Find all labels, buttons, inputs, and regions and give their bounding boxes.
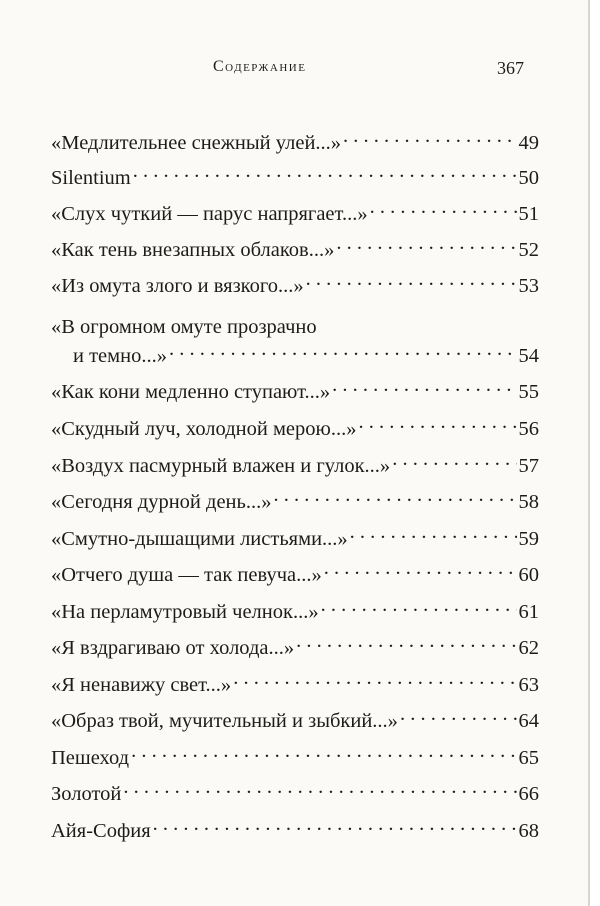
toc-entry [51, 482, 539, 513]
toc-entry [51, 158, 539, 189]
toc-entry-page: 50 [518, 167, 539, 189]
dot-leader [350, 519, 517, 545]
toc-entry [51, 555, 539, 586]
toc-entry-page: 55 [518, 381, 539, 403]
toc-entry-page: 56 [518, 418, 539, 440]
toc-entry-title: «Отчего душа — так певуча...» [51, 564, 322, 586]
toc-entry-title: «Смутно-дышащими листьями...» [51, 528, 348, 550]
toc-entry-title: «Воздух пасмурный влажен и гулок...» [51, 455, 391, 477]
dot-leader [131, 738, 516, 764]
dot-leader [358, 409, 516, 435]
toc-entry-title: «На перламутровый челнок...» [51, 601, 319, 623]
dot-leader [324, 555, 517, 581]
dot-leader [306, 266, 517, 292]
toc-entry [51, 738, 539, 769]
toc-entry-title: «Как кони медленно ступают...» [51, 381, 331, 403]
dot-leader [370, 194, 517, 220]
toc-entry [51, 811, 539, 842]
toc-entry [51, 519, 539, 550]
toc-entry [51, 307, 539, 338]
dot-leader [274, 482, 517, 508]
dot-leader [336, 230, 516, 256]
toc-entry-title: «В огромном омуте прозрачно [51, 316, 317, 338]
toc-entry-page: 52 [518, 239, 539, 261]
toc-entry [51, 665, 539, 696]
toc-entry-page: 64 [518, 710, 539, 732]
toc-entry-page: 62 [518, 637, 539, 659]
toc-entry [51, 774, 539, 805]
toc-entry [51, 194, 539, 225]
toc-entry-page: 54 [518, 345, 539, 367]
running-head: Содержание [213, 58, 307, 75]
dot-leader [133, 158, 517, 184]
dot-leader [400, 701, 517, 727]
page-header [0, 58, 590, 82]
toc-entry [51, 446, 539, 477]
toc-entry-title: «Из омута злого и вязкого...» [51, 275, 304, 297]
toc-entry-page: 59 [518, 528, 539, 550]
toc-entry-page: 68 [518, 820, 539, 842]
toc-entry-title: «Я ненавижу свет...» [51, 674, 232, 696]
toc-entry [51, 628, 539, 659]
toc-entry-page: 53 [518, 275, 539, 297]
toc-entry [51, 230, 539, 261]
dot-leader [169, 336, 517, 362]
toc-entry-title: «Образ твой, мучительный и зыбкий...» [51, 710, 398, 732]
toc-entry-title: Silentium [51, 167, 131, 189]
toc-entry-page: 66 [518, 783, 539, 805]
toc-entry-page: 65 [518, 747, 539, 769]
dot-leader [343, 123, 516, 149]
toc-entry-page: 58 [518, 491, 539, 513]
toc-entry-title: Золотой [51, 783, 122, 805]
toc-entry-page: 63 [518, 674, 539, 696]
toc-entry [51, 336, 539, 367]
toc-entry-title: Пешеход [51, 747, 130, 769]
dot-leader [392, 446, 516, 472]
toc-entry-title: и темно...» [73, 345, 167, 367]
toc-entry-title: «Я вздрагиваю от холода...» [51, 637, 295, 659]
toc-entry-page: 61 [518, 601, 539, 623]
dot-leader [319, 307, 537, 333]
toc-entry [51, 123, 539, 154]
toc-entry [51, 701, 539, 732]
toc-entry-title: «Слух чуткий — парус напрягает...» [51, 203, 368, 225]
toc-entry [51, 592, 539, 623]
dot-leader [153, 811, 517, 837]
toc-entry-page: 51 [518, 203, 539, 225]
toc-entry-title: «Сегодня дурной день...» [51, 491, 272, 513]
dot-leader [123, 774, 516, 800]
dot-leader [332, 372, 516, 398]
toc-entry-title: «Скудный луч, холодной мерою...» [51, 418, 357, 440]
toc-entry [51, 409, 539, 440]
toc-entry-page: 49 [518, 132, 539, 154]
toc-entry-title: «Медлительнее снежный улей...» [51, 132, 342, 154]
toc-entry [51, 266, 539, 297]
dot-leader [233, 665, 516, 691]
page-number: 367 [497, 58, 524, 78]
toc-entry-title: Айя-София [51, 820, 151, 842]
toc-entry-title: «Как тень внезапных облаков...» [51, 239, 335, 261]
toc-entry [51, 372, 539, 403]
dot-leader [296, 628, 516, 654]
toc-entry-page: 57 [518, 455, 539, 477]
toc-entry-page: 60 [518, 564, 539, 586]
dot-leader [321, 592, 517, 618]
